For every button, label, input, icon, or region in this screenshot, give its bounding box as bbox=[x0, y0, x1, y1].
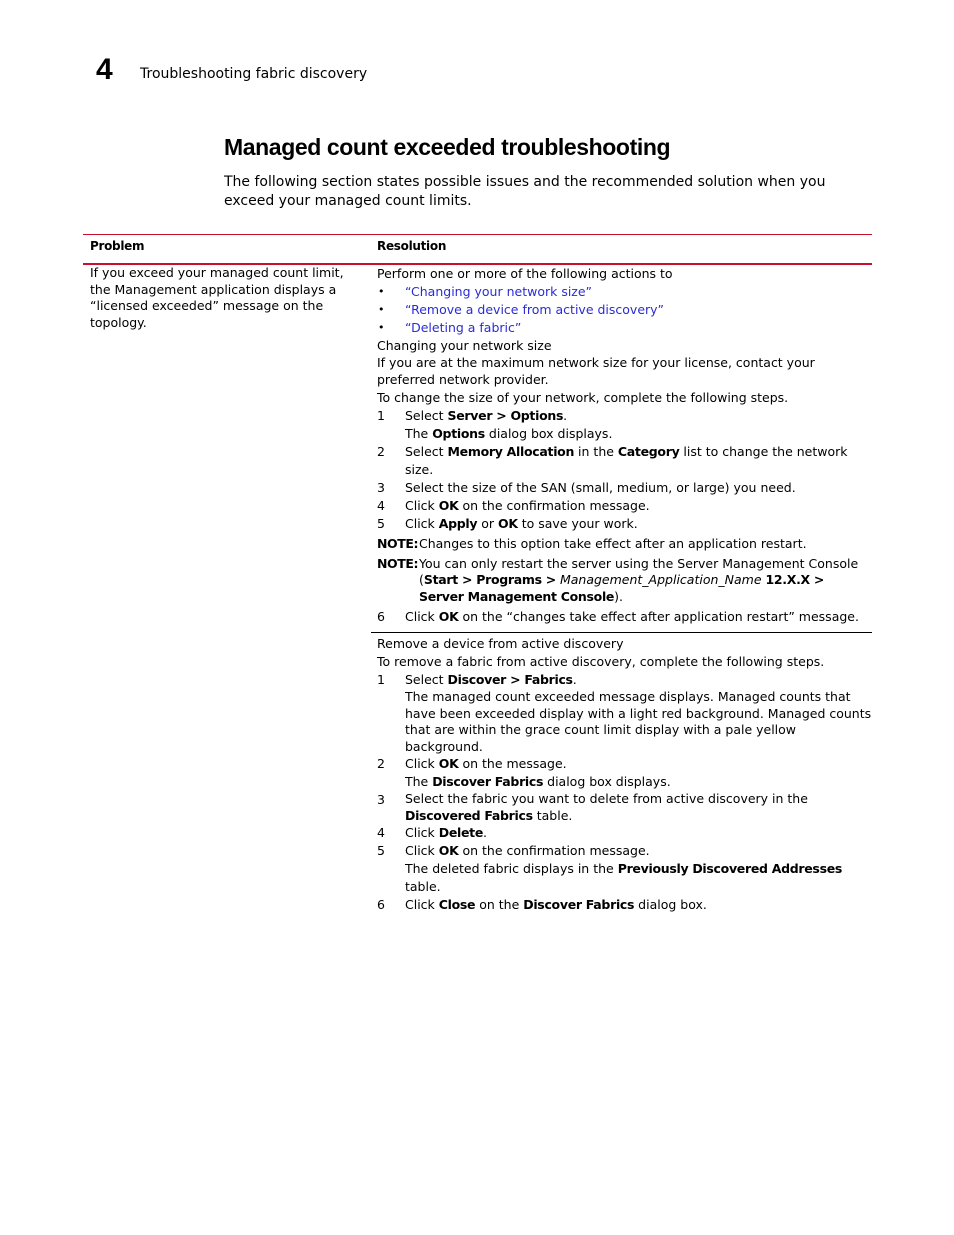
step bbox=[377, 515, 872, 533]
table-header bbox=[83, 234, 872, 265]
note bbox=[377, 556, 872, 606]
step-number: 4 bbox=[377, 498, 385, 513]
step-text: Click OK on the “changes take effect after application restart” message. bbox=[405, 609, 859, 624]
note-label: NOTE: bbox=[377, 536, 419, 551]
step bbox=[377, 497, 872, 515]
step-result: The managed count exceeded message displays. Managed counts that have been exceeded display with a light red background. Managed counts that are within the grace count limit display with a pale yellow background. bbox=[405, 689, 872, 754]
block-heading: Remove a device from active discovery bbox=[377, 636, 624, 651]
resolution-block-network-size bbox=[371, 265, 872, 633]
chapter-title: Troubleshooting fabric discovery bbox=[140, 66, 368, 82]
list-item bbox=[377, 319, 872, 337]
step-text: Click OK on the confirmation message. bbox=[405, 843, 650, 858]
note-text: You can only restart the server using the Server Management Console (Start > Programs > Management_Application_Name 12.X.X > Server Management Console). bbox=[419, 555, 859, 604]
troubleshooting-table bbox=[83, 234, 872, 912]
bullet-icon: • bbox=[378, 285, 385, 298]
step-result: The Discover Fabrics dialog box displays. bbox=[405, 774, 671, 789]
step-text: Select Memory Allocation in the Category list to change the network size. bbox=[405, 444, 848, 477]
chapter-number: 4 bbox=[96, 53, 113, 86]
list-item bbox=[377, 301, 872, 319]
step-text: Select the fabric you want to delete from active discovery in the Discovered Fabrics table. bbox=[405, 791, 808, 823]
step-number: 3 bbox=[377, 792, 385, 807]
step bbox=[377, 755, 872, 791]
link-changing-network-size[interactable]: “Changing your network size” bbox=[405, 284, 593, 299]
resolution-intro: Perform one or more of the following actions to bbox=[377, 266, 673, 281]
step bbox=[377, 443, 872, 479]
problem-cell: If you exceed your managed count limit, the Management application displays a “licensed exceeded” message on the topology. bbox=[90, 265, 344, 330]
step-number: 3 bbox=[377, 480, 385, 495]
step-number: 4 bbox=[377, 825, 385, 840]
step-number: 5 bbox=[377, 843, 385, 858]
step bbox=[377, 407, 872, 443]
note-text: Changes to this option take effect after an application restart. bbox=[419, 536, 807, 551]
bullet-icon: • bbox=[378, 321, 385, 334]
resolution-block-remove-device bbox=[371, 633, 872, 914]
step-text: Click Delete. bbox=[405, 825, 488, 840]
step-result: The Options dialog box displays. bbox=[405, 426, 613, 441]
step bbox=[377, 896, 872, 914]
step-text: Select Server > Options. bbox=[405, 408, 568, 423]
step-number: 2 bbox=[377, 444, 385, 459]
section-title: Managed count exceeded troubleshooting bbox=[224, 134, 671, 160]
step bbox=[377, 479, 872, 497]
section-intro: The following section states possible issues and the recommended solution when you exceed your managed count limits. bbox=[224, 174, 826, 209]
step bbox=[377, 824, 872, 842]
step bbox=[377, 671, 872, 755]
step bbox=[377, 791, 872, 824]
step-text: Click OK on the message. bbox=[405, 756, 567, 771]
note-label: NOTE: bbox=[377, 555, 419, 571]
step bbox=[377, 608, 872, 626]
step-text: Click Close on the Discover Fabrics dialog box. bbox=[405, 897, 707, 912]
column-header-resolution: Resolution bbox=[377, 239, 447, 253]
step-text: Select the size of the SAN (small, medium, or large) you need. bbox=[405, 480, 796, 495]
step-number: 1 bbox=[377, 672, 385, 687]
resolution-cell bbox=[371, 265, 872, 914]
step bbox=[377, 842, 872, 896]
column-header-problem: Problem bbox=[90, 239, 145, 253]
step-number: 1 bbox=[377, 408, 385, 423]
link-deleting-fabric[interactable]: “Deleting a fabric” bbox=[405, 320, 522, 335]
bullet-icon: • bbox=[378, 303, 385, 316]
step-text: Select Discover > Fabrics. bbox=[405, 672, 577, 687]
note bbox=[377, 536, 872, 553]
block-heading: Changing your network size bbox=[377, 338, 552, 353]
step-text: Click Apply or OK to save your work. bbox=[405, 516, 638, 531]
step-number: 2 bbox=[377, 756, 385, 771]
paragraph: To remove a fabric from active discovery, complete the following steps. bbox=[377, 654, 825, 669]
step-number: 6 bbox=[377, 897, 385, 912]
paragraph: If you are at the maximum network size for your license, contact your preferred network provider. bbox=[377, 355, 815, 387]
step-number: 6 bbox=[377, 609, 385, 624]
step-text: Click OK on the confirmation message. bbox=[405, 498, 650, 513]
step-result: The deleted fabric displays in the Previously Discovered Addresses table. bbox=[405, 861, 843, 894]
list-item bbox=[377, 283, 872, 301]
step-number: 5 bbox=[377, 516, 385, 531]
paragraph: To change the size of your network, complete the following steps. bbox=[377, 390, 789, 405]
link-remove-device[interactable]: “Remove a device from active discovery” bbox=[405, 302, 665, 317]
